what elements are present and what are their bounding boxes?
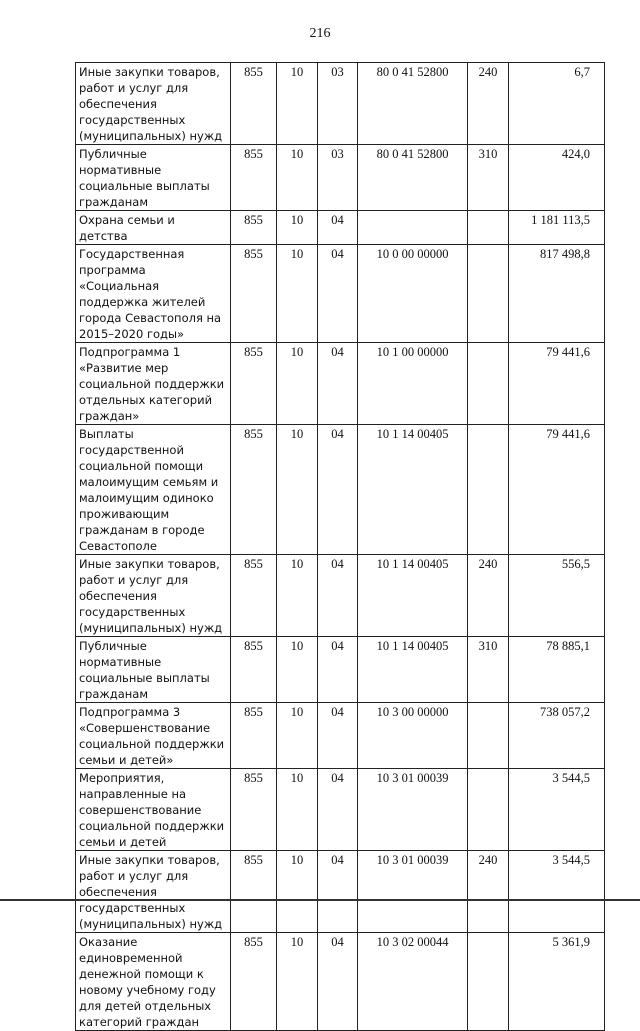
table-body bbox=[76, 63, 605, 1031]
cell-section: 10 bbox=[277, 63, 318, 145]
cell-section: 10 bbox=[277, 211, 318, 245]
cell-ministry-code: 855 bbox=[231, 851, 277, 933]
cell-amount: 6,7 bbox=[509, 63, 605, 145]
cell-expense-type bbox=[468, 211, 509, 245]
table-row bbox=[76, 343, 605, 425]
cell-target-item: 10 3 01 00039 bbox=[358, 851, 468, 933]
cell-expense-type: 310 bbox=[468, 637, 509, 703]
cell-amount: 3 544,5 bbox=[509, 769, 605, 851]
cell-expense-type bbox=[468, 343, 509, 425]
cell-ministry-code: 855 bbox=[231, 63, 277, 145]
cell-ministry-code: 855 bbox=[231, 145, 277, 211]
cell-amount: 738 057,2 bbox=[509, 703, 605, 769]
cell-expense-type: 240 bbox=[468, 63, 509, 145]
cell-section: 10 bbox=[277, 425, 318, 555]
cell-subsection: 04 bbox=[318, 703, 358, 769]
cell-target-item: 10 1 14 00405 bbox=[358, 637, 468, 703]
cell-expense-type bbox=[468, 933, 509, 1031]
cell-target-item: 10 1 14 00405 bbox=[358, 425, 468, 555]
cell-ministry-code: 855 bbox=[231, 425, 277, 555]
cell-section: 10 bbox=[277, 851, 318, 933]
cell-name: Публичные нормативные социальные выплаты гражданам bbox=[76, 145, 231, 211]
cell-target-item: 10 3 00 00000 bbox=[358, 703, 468, 769]
cell-section: 10 bbox=[277, 343, 318, 425]
cell-expense-type: 240 bbox=[468, 555, 509, 637]
cell-subsection: 03 bbox=[318, 145, 358, 211]
cell-section: 10 bbox=[277, 145, 318, 211]
cell-expense-type bbox=[468, 769, 509, 851]
cell-amount: 79 441,6 bbox=[509, 425, 605, 555]
table-row bbox=[76, 245, 605, 343]
cell-name: Государственная программа «Социальная поддержка жителей города Севастополя на 2015–2020 годы» bbox=[76, 245, 231, 343]
cell-expense-type: 310 bbox=[468, 145, 509, 211]
cell-subsection: 03 bbox=[318, 63, 358, 145]
cell-target-item: 10 1 14 00405 bbox=[358, 555, 468, 637]
table-row bbox=[76, 211, 605, 245]
cell-name: Иные закупки товаров, работ и услуг для обеспечения государственных (муниципальных) нужд bbox=[76, 63, 231, 145]
cell-subsection: 04 bbox=[318, 555, 358, 637]
cell-name: Иные закупки товаров, работ и услуг для обеспечения государственных (муниципальных) нужд bbox=[76, 555, 231, 637]
cell-amount: 1 181 113,5 bbox=[509, 211, 605, 245]
cell-name: Публичные нормативные социальные выплаты гражданам bbox=[76, 637, 231, 703]
cell-ministry-code: 855 bbox=[231, 211, 277, 245]
cell-target-item: 10 3 02 00044 bbox=[358, 933, 468, 1031]
cell-target-item: 80 0 41 52800 bbox=[358, 63, 468, 145]
cell-section: 10 bbox=[277, 703, 318, 769]
cell-ministry-code: 855 bbox=[231, 343, 277, 425]
cell-ministry-code: 855 bbox=[231, 637, 277, 703]
cell-ministry-code: 855 bbox=[231, 933, 277, 1031]
cell-name: Охрана семьи и детства bbox=[76, 211, 231, 245]
cell-expense-type bbox=[468, 703, 509, 769]
cell-subsection: 04 bbox=[318, 343, 358, 425]
cell-amount: 78 885,1 bbox=[509, 637, 605, 703]
table-row bbox=[76, 425, 605, 555]
cell-expense-type: 240 bbox=[468, 851, 509, 933]
cell-amount: 3 544,5 bbox=[509, 851, 605, 933]
cell-expense-type bbox=[468, 245, 509, 343]
cell-subsection: 04 bbox=[318, 769, 358, 851]
table-row bbox=[76, 703, 605, 769]
budget-table bbox=[75, 62, 605, 1031]
cell-subsection: 04 bbox=[318, 245, 358, 343]
cell-amount: 817 498,8 bbox=[509, 245, 605, 343]
cell-target-item bbox=[358, 211, 468, 245]
table-row bbox=[76, 769, 605, 851]
cell-subsection: 04 bbox=[318, 425, 358, 555]
cell-section: 10 bbox=[277, 769, 318, 851]
cell-amount: 79 441,6 bbox=[509, 343, 605, 425]
table-row bbox=[76, 933, 605, 1031]
cell-name: Мероприятия, направленные на совершенствование социальной поддержки семьи и детей bbox=[76, 769, 231, 851]
cell-subsection: 04 bbox=[318, 211, 358, 245]
cell-amount: 556,5 bbox=[509, 555, 605, 637]
cell-subsection: 04 bbox=[318, 637, 358, 703]
table-row bbox=[76, 851, 605, 933]
cell-section: 10 bbox=[277, 933, 318, 1031]
cell-name: Оказание единовременной денежной помощи к новому учебному году для детей отдельных категорий граждан bbox=[76, 933, 231, 1031]
cell-section: 10 bbox=[277, 637, 318, 703]
cell-name: Выплаты государственной социальной помощи малоимущим семьям и малоимущим одиноко проживающим гражданам в городе Севастополе bbox=[76, 425, 231, 555]
cell-ministry-code: 855 bbox=[231, 555, 277, 637]
cell-section: 10 bbox=[277, 245, 318, 343]
cell-ministry-code: 855 bbox=[231, 703, 277, 769]
cell-target-item: 10 3 01 00039 bbox=[358, 769, 468, 851]
cell-expense-type bbox=[468, 425, 509, 555]
cell-amount: 424,0 bbox=[509, 145, 605, 211]
cell-name: Подпрограмма 1 «Развитие мер социальной поддержки отдельных категорий граждан» bbox=[76, 343, 231, 425]
page-bottom-edge bbox=[0, 899, 640, 901]
cell-section: 10 bbox=[277, 555, 318, 637]
page-number: 216 bbox=[309, 26, 331, 41]
cell-target-item: 10 0 00 00000 bbox=[358, 245, 468, 343]
cell-subsection: 04 bbox=[318, 851, 358, 933]
cell-ministry-code: 855 bbox=[231, 245, 277, 343]
cell-name: Подпрограмма 3 «Совершенствование социальной поддержки семьи и детей» bbox=[76, 703, 231, 769]
cell-subsection: 04 bbox=[318, 933, 358, 1031]
table-row bbox=[76, 637, 605, 703]
table-row bbox=[76, 555, 605, 637]
cell-amount: 5 361,9 bbox=[509, 933, 605, 1031]
table-row bbox=[76, 145, 605, 211]
cell-name: Иные закупки товаров, работ и услуг для обеспечения государственных (муниципальных) нужд bbox=[76, 851, 231, 933]
cell-target-item: 80 0 41 52800 bbox=[358, 145, 468, 211]
cell-target-item: 10 1 00 00000 bbox=[358, 343, 468, 425]
table-row bbox=[76, 63, 605, 145]
cell-ministry-code: 855 bbox=[231, 769, 277, 851]
